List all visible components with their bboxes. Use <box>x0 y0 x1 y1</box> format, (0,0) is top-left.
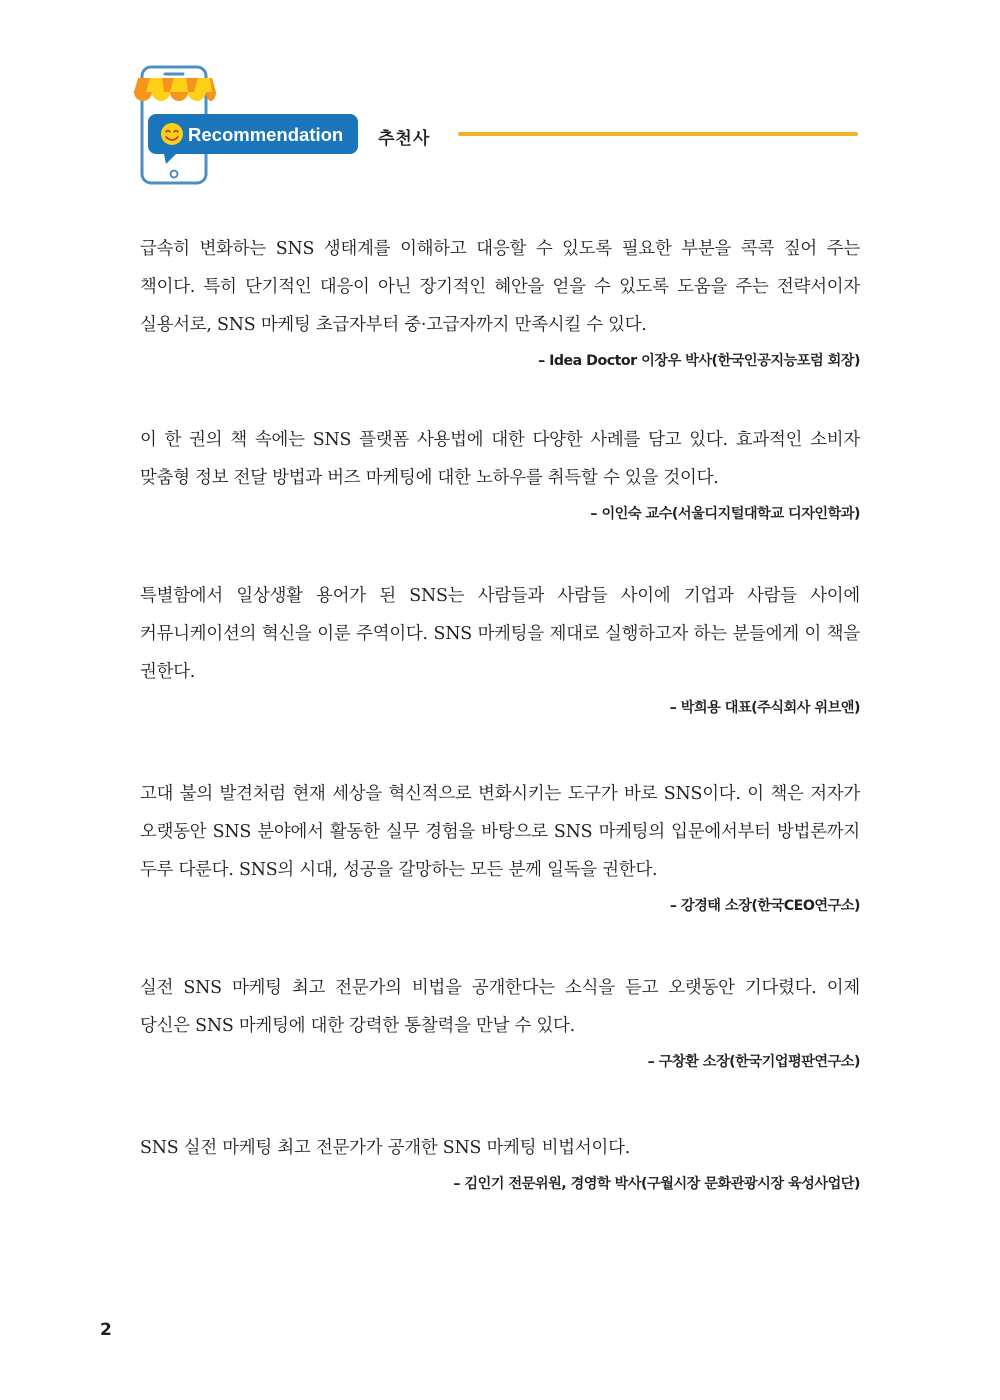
recommendation-source: – 구창환 소장(한국기업평판연구소) <box>647 1054 860 1070</box>
smiley-icon <box>161 123 183 145</box>
recommendation-block <box>140 775 860 915</box>
page-number: 2 <box>100 1320 112 1340</box>
recommendation-source: – 이인숙 교수(서울디지털대학교 디자인학과) <box>590 506 860 522</box>
recommendation-badge <box>148 114 358 164</box>
recommendation-logo <box>128 62 368 188</box>
recommendation-text: SNS 실전 마케팅 최고 전문가가 공개한 SNS 마케팅 비법서이다. <box>140 1138 631 1158</box>
shop-awning-icon <box>134 78 216 101</box>
recommendation-block <box>140 230 860 370</box>
section-title: 추천사 <box>378 129 431 149</box>
badge-label: Recommendation <box>188 124 344 145</box>
recommendation-source: – 김인기 전문위원, 경영학 박사(구월시장 문화관광시장 육성사업단) <box>453 1176 860 1192</box>
recommendation-block <box>140 421 860 523</box>
recommendation-text: 실전 SNS 마케팅 최고 전문가의 비법을 공개한다는 소식을 듣고 오랫동안 기다렸다. 이제 당신은 SNS 마케팅에 대한 강력한 통찰력을 만날 수 있다. <box>140 978 860 1036</box>
recommendation-text: 급속히 변화하는 SNS 생태계를 이해하고 대응할 수 있도록 필요한 부분을 콕콕 짚어 주는 책이다. 특히 단기적인 대응이 아닌 장기적인 혜안을 얻을 수 있도록 도움을 주는 전략서이자 실용서로, SNS 마케팅 초급자부터 중·고급자까지 만족시킬 수 있다. <box>140 239 860 335</box>
title-divider <box>458 132 858 136</box>
recommendation-source: – 강경태 소장(한국CEO연구소) <box>669 898 860 914</box>
recommendation-block <box>140 969 860 1071</box>
recommendation-source: – 박희용 대표(주식회사 위브앤) <box>669 700 860 716</box>
page-header <box>0 0 1000 200</box>
recommendation-block <box>140 577 860 717</box>
recommendation-block <box>140 1129 860 1193</box>
recommendation-source: – Idea Doctor 이장우 박사(한국인공지능포럼 회장) <box>538 353 860 369</box>
recommendation-text: 이 한 권의 책 속에는 SNS 플랫폼 사용법에 대한 다양한 사례를 담고 있다. 효과적인 소비자 맞춤형 정보 전달 방법과 버즈 마케팅에 대한 노하우를 취득할 수 있을 것이다. <box>140 430 860 488</box>
recommendation-text: 고대 불의 발견처럼 현재 세상을 혁신적으로 변화시키는 도구가 바로 SNS이다. 이 책은 저자가 오랫동안 SNS 분야에서 활동한 실무 경험을 바탕으로 SNS 마케팅의 입문에서부터 방법론까지 두루 다룬다. SNS의 시대, 성공을 갈망하는 모든 분께 일독을 권한다. <box>140 784 860 880</box>
recommendation-text: 특별함에서 일상생활 용어가 된 SNS는 사람들과 사람들 사이에 기업과 사람들 사이에 커뮤니케이션의 혁신을 이룬 주역이다. SNS 마케팅을 제대로 실행하고자 하는 분들에게 이 책을 권한다. <box>140 586 860 682</box>
